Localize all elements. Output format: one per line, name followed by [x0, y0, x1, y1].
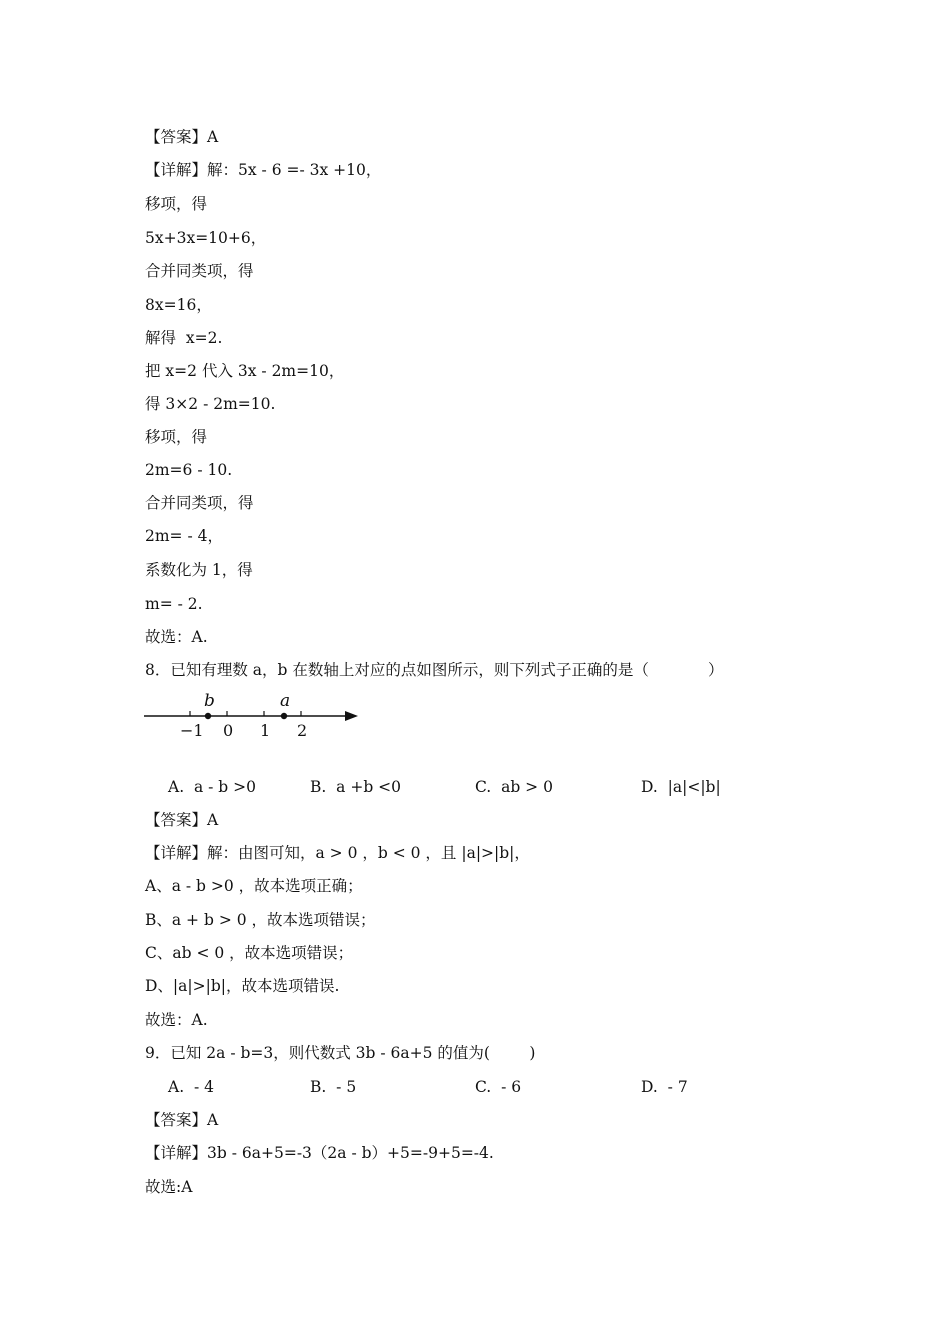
solution-line: 【详解】解：5x - 6 =- 3x +10，: [145, 161, 382, 179]
point-a: [281, 713, 287, 719]
solution-line: 移项，得: [145, 195, 208, 213]
final-choice: 故选:A: [145, 1178, 193, 1196]
solution-line: 得 3×2 - 2m=10.: [145, 395, 276, 413]
explain-line: A、a - b >0 ，故本选项正确；: [145, 877, 363, 895]
option-b: B. a +b <0: [310, 778, 402, 796]
final-choice: 故选：A.: [145, 1011, 208, 1029]
solution-line: 2m= - 4，: [145, 527, 223, 545]
solution-line: 解得 x=2.: [145, 329, 223, 347]
tick-label: −1: [180, 721, 204, 740]
solution-line: 合并同类项，得: [145, 494, 254, 512]
option-a: A. a - b >0: [168, 778, 257, 796]
final-choice: 故选：A.: [145, 628, 208, 646]
point-b: [205, 713, 211, 719]
solution-line: 5x+3x=10+6，: [145, 229, 267, 247]
option-d: D. |a|<|b|: [641, 778, 721, 796]
answer-label: 【答案】A: [145, 1111, 219, 1129]
number-line-figure: [140, 691, 370, 746]
tick-label: 0: [223, 721, 234, 740]
solution-line: 把 x=2 代入 3x - 2m=10，: [145, 362, 345, 380]
option-c: C. ab > 0: [475, 778, 553, 796]
option-d: D. - 7: [641, 1078, 688, 1096]
option-a: A. - 4: [168, 1078, 215, 1096]
explain-line: B、a + b > 0 ，故本选项错误；: [145, 911, 376, 929]
point-b-label: b: [204, 691, 215, 711]
explain-line: C、ab < 0 ，故本选项错误；: [145, 944, 354, 962]
explain-line: D、|a|>|b|，故本选项错误.: [145, 977, 340, 995]
option-b: B. - 5: [310, 1078, 357, 1096]
tick-label: 2: [297, 721, 308, 740]
solution-line: 2m=6 - 10.: [145, 461, 233, 479]
explain-line: 【详解】3b - 6a+5=-3（2a - b）+5=-9+5=-4.: [145, 1144, 494, 1162]
point-a-label: a: [280, 691, 291, 711]
solution-line: 8x=16，: [145, 296, 212, 314]
question-9: 9．已知 2a - b=3，则代数式 3b - 6a+5 的值为( ): [145, 1044, 536, 1062]
answer-label: 【答案】A: [145, 811, 219, 829]
solution-line: 合并同类项，得: [145, 262, 254, 280]
question-8: 8．已知有理数 a，b 在数轴上对应的点如图所示，则下列式子正确的是（ ）: [145, 661, 724, 679]
option-c: C. - 6: [475, 1078, 522, 1096]
arrow-head-icon: [345, 711, 358, 721]
solution-line: 移项，得: [145, 428, 208, 446]
explain-line: 【详解】解：由图可知，a > 0 ，b < 0 ，且 |a|>|b|，: [145, 844, 530, 862]
answer-label: 【答案】A: [145, 128, 219, 146]
solution-line: m= - 2.: [145, 595, 203, 613]
solution-line: 系数化为 1，得: [145, 561, 253, 579]
tick-label: 1: [260, 721, 271, 740]
